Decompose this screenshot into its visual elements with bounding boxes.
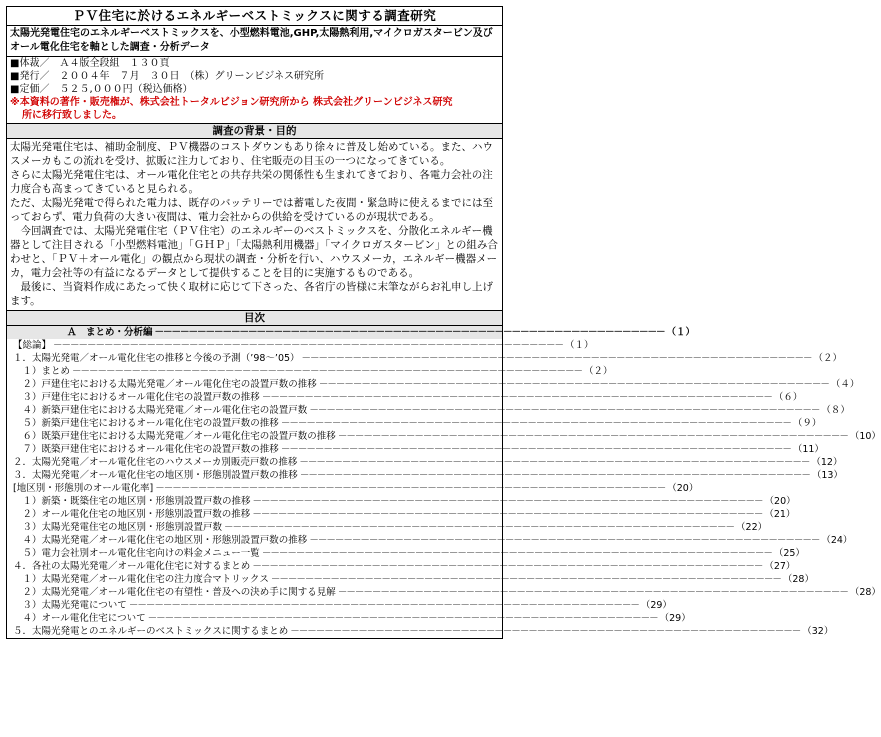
toc-leader-dashes: －－－－－－－－－－－－－－－－－－－－－－－－－－－－－－－－－－－－－－－－－－－－－－－－－－－－－－－－－－－－ (252, 496, 763, 507)
toc-leader-dashes: －－－－－－－－－－－－－－－－－－－－－－－－－－－－－－－－－－－－－－－－－－－－－－－－－－－－－－－－－－－－ (147, 613, 658, 624)
toc-leader-dashes: －－－－－－－－－－－－－－－－－－－－－－－－－－－－－－－－－－－－－－－－－－－－－－－－－－－－－－－－－－－－ (53, 340, 564, 351)
toc-entry-label: [地区別・形態別のオール電化率] (13, 483, 154, 494)
toc-leader-dashes: －－－－－－－－－－－－－－－－－－－－－－－－－－－－－－－－－－－－－－－－－－－－－－－－－－－－－－－－－－－－ (155, 483, 666, 494)
toc-entry-label: ３）太陽光発電について (13, 600, 127, 611)
toc-entry-label: ２）太陽光発電／オール電化住宅の有望性・普及への決め手に関する見解 (13, 587, 336, 598)
toc-page-number: （６） (773, 392, 803, 403)
toc-item-row (7, 391, 803, 404)
toc-page-number: （28） (849, 587, 881, 598)
toc-leader-dashes: －－－－－－－－－－－－－－－－－－－－－－－－－－－－－－－－－－－－－－－－－－－－－－－－－－－－－－－－－－－－ (261, 392, 772, 403)
toc-page-number: （13） (811, 470, 843, 481)
toc-leader-dashes: －－－－－－－－－－－－－－－－－－－－－－－－－－－－－－－－－－－－－－－－－－－－－－－－－－－－－－－－－－－－ (290, 626, 801, 637)
toc-page-number: （20） (764, 496, 796, 507)
toc-page-number: （10） (849, 431, 881, 442)
brochure-frame (6, 6, 881, 639)
toc-leader-dashes: －－－－－－－－－－－－－－－－－－－－－－－－－－－－－－－－－－－－－－－－－－－－－－－－－－－－－－－－－－－－ (128, 600, 639, 611)
toc-item-row (7, 521, 768, 534)
toc-leader-dashes: －－－－－－－－－－－－－－－－－－－－－－－－－－－－－－－－－－－－－－－－－－－－－－－－－－－－－－－－－－－－ (318, 379, 829, 390)
toc-page-number: （４） (830, 379, 860, 390)
toc-leader-dashes: －－－－－－－－－－－－－－－－－－－－－－－－－－－－－－－－－－－－－－－－－－－－－－－－－－－－－－－－－－－－ (270, 574, 781, 585)
toc-item-row (7, 547, 805, 560)
toc-leader-dashes: －－－－－－－－－－－－－－－－－－－－－－－－－－－－－－－－－－－－－－－－－－－－－－－－－－－－－－－－－－－－ (252, 561, 763, 572)
toc-leader-dashes: －－－－－－－－－－－－－－－－－－－－－－－－－－－－－－－－－－－－－－－－－－－－－－－－－－－－－－－－－－－－ (72, 366, 583, 377)
toc-item-row (7, 456, 843, 469)
toc-leader-dashes: －－－－－－－－－－－－－－－－－－－－－－－－－－－－－－－－－－－－－－－－－－－－－－－－－－－－－－－－－－－－ (261, 548, 772, 559)
toc-page-number: （20） (667, 483, 699, 494)
toc-entry-label: １）まとめ (13, 366, 71, 377)
background-paragraph: 最後に、当資料作成にあたって快く取材に応じて下さった、各省庁の皆様に末筆ながらお礼申し上げます。 (10, 281, 493, 307)
toc-leader-dashes: －－－－－－－－－－－－－－－－－－－－－－－－－－－－－－－－－－－－－－－－－－－－－－－－－－－－－－－－－－－－ (252, 509, 763, 520)
background-paragraph: さらに太陽光発電住宅は、オール電化住宅との共存共栄の関係性も生まれてきており、各電力会社の注力度合も高まってきていると見られる。 (10, 169, 493, 195)
toc-entry-label: １．太陽光発電／オール電化住宅の推移と今後の予測（’98～’05） (13, 353, 300, 364)
toc-entry-label: ５．太陽光発電とのエネルギーのベストミックスに関するまとめ (13, 626, 289, 637)
toc-item-row (7, 495, 796, 508)
toc-entry-label: ７）既築戸建住宅におけるオール電化住宅の設置戸数の推移 (13, 444, 279, 455)
toc-page-number: （12） (811, 457, 843, 468)
toc-leader-dashes: －－－－－－－－－－－－－－－－－－－－－－－－－－－－－－－－－－－－－－－－－－－－－－－－－－－－－－－－－－－－ (309, 405, 820, 416)
toc-entry-label: Ａ まとめ・分析編 (67, 327, 153, 338)
meta-format: ■体裁／ Ａ４版全段組 １３０頁 (10, 58, 170, 69)
toc-leader-dashes: －－－－－－－－－－－－－－－－－－－－－－－－－－－－－－－－－－－－－－－－－－－－－－－－－－－－－－－－－－－－ (337, 587, 848, 598)
toc-entry-label: ５）電力会社別オール電化住宅向けの料金メニュー一覧 (13, 548, 260, 559)
toc-item-row (7, 586, 881, 599)
toc-page-number: （29） (640, 600, 672, 611)
toc-entry-label: ３）太陽光発電住宅の地区別・形態別設置戸数 (13, 522, 223, 533)
toc-part-row (7, 326, 696, 339)
toc-page-number: （27） (764, 561, 796, 572)
toc-page-number: （２） (813, 353, 843, 364)
background-text (7, 139, 502, 310)
toc-item-row (7, 365, 613, 378)
toc-section-row (7, 482, 699, 495)
page-title: ＰＶ住宅に於けるエネルギーベストミックスに関する調査研究 (72, 8, 437, 23)
toc-entry-label: ４）オール電化住宅について (13, 613, 146, 624)
toc-item-row (7, 352, 843, 365)
toc-entry-label: ４）新築戸建住宅における太陽光発電／オール電化住宅の設置戸数 (13, 405, 308, 416)
toc-leader-dashes: －－－－－－－－－－－－－－－－－－－－－－－－－－－－－－－－－－－－－－－－－－－－－－－－－－－－－－－－－－－－ (154, 327, 665, 338)
toc-entry-label: ２）オール電化住宅の地区別・形態別設置戸数の推移 (13, 509, 251, 520)
toc-entry-label: ２．太陽光発電／オール電化住宅のハウスメーカ別販売戸数の推移 (13, 457, 298, 468)
background-paragraph: ただ、太陽光発電で得られた電力は、既存のバッテリーでは蓄電した夜間・緊急時に使えるまでには至っておらず、電力負荷の大きい夜間は、電力会社からの供給を受けているのが現状である。 (10, 197, 493, 223)
background-heading: 調査の背景・目的 (7, 123, 502, 139)
toc-page-number: （28） (782, 574, 814, 585)
toc-item-row (7, 430, 881, 443)
background-paragraph: 太陽光発電住宅は、補助金制度、ＰＶ機器のコストダウンもあり徐々に普及し始めている。また、ハウスメーカもこの流れを受け、拡販に注力しており、住宅販売の目玉の一つになってきている。 (10, 141, 493, 167)
toc-section-row (7, 339, 594, 352)
toc-page-number: （２） (584, 366, 613, 377)
toc-page-number: （32） (802, 626, 834, 637)
toc-item-row (7, 534, 853, 547)
toc-leader-dashes: －－－－－－－－－－－－－－－－－－－－－－－－－－－－－－－－－－－－－－－－－－－－－－－－－－－－－－－－－－－－ (309, 535, 820, 546)
toc-item-row (7, 469, 843, 482)
toc-item-row (7, 378, 860, 391)
toc-item-row (7, 573, 814, 586)
toc-entry-label: ２）戸建住宅における太陽光発電／オール電化住宅の設置戸数の推移 (13, 379, 317, 390)
toc-entry-label: １）太陽光発電／オール電化住宅の注力度合マトリックス (13, 574, 269, 585)
toc-entry-label: ４）太陽光発電／オール電化住宅の地区別・形態別設置戸数の推移 (13, 535, 308, 546)
toc-page-number: （９） (792, 418, 822, 429)
toc-leader-dashes: －－－－－－－－－－－－－－－－－－－－－－－－－－－－－－－－－－－－－－－－－－－－－－－－－－－－－－－－－－－－ (299, 457, 810, 468)
toc-item-row (7, 612, 691, 625)
toc-page-number: （８） (821, 405, 850, 416)
toc-page-number: （22） (736, 522, 768, 533)
meta-price: ■定価／ ５２５,０００円（税込価格） (10, 84, 193, 95)
toc-leader-dashes: －－－－－－－－－－－－－－－－－－－－－－－－－－－－－－－－－－－－－－－－－－－－－－－－－－－－－－－－－－－－ (299, 470, 810, 481)
page-subtitle: 太陽光発電住宅のエネルギーベストミックスを、小型燃料電池,GHP,太陽熱利用,マイクロガスタービン及びオール電化住宅を軸とした調査・分析データ (7, 25, 502, 56)
rights-notice-line2: 所に移行致しました。 (22, 110, 122, 121)
toc-entry-label: ３）戸建住宅におけるオール電化住宅の設置戸数の推移 (13, 392, 260, 403)
toc-leader-dashes: －－－－－－－－－－－－－－－－－－－－－－－－－－－－－－－－－－－－－－－－－－－－－－－－－－－－－－－－－－－－ (224, 522, 735, 533)
toc-item-row (7, 417, 822, 430)
toc-entry-label: １）新築・既築住宅の地区別・形態別設置戸数の推移 (13, 496, 251, 507)
background-paragraph: 今回調査では、太陽光発電住宅（ＰＶ住宅）のエネルギーのベストミックスを、分散化エネルギー機器として注目される「小型燃料電池」「ＧＨＰ」「太陽熱利用機器」「マイクロガスタービン」との組み合わせと、「ＰＶ＋オール電化」の観点から現状の調査・分析を行い、ハウスメーカ，エネルギー機器メーカ，電力会社等の有益になるデータとして提供することを目的に実施するものである。 (10, 225, 498, 279)
toc-page-number: （１） (565, 340, 594, 351)
toc-entry-label: ６）既築戸建住宅における太陽光発電／オール電化住宅の設置戸数の推移 (13, 431, 336, 442)
toc-item-row (7, 599, 672, 612)
rights-notice (7, 96, 502, 123)
toc-page-number: （29） (659, 613, 691, 624)
rights-notice-line1: ※本資料の著作・販売権が、株式会社トータルビジョン研究所から 株式会社グリーンビジネス研究 (10, 97, 453, 108)
toc-leader-dashes: －－－－－－－－－－－－－－－－－－－－－－－－－－－－－－－－－－－－－－－－－－－－－－－－－－－－－－－－－－－－ (280, 418, 791, 429)
toc-entry-label: ４．各社の太陽光発電／オール電化住宅に対するまとめ (13, 561, 251, 572)
toc-item-row (7, 404, 850, 417)
toc-entry-label: 【総論】 (13, 340, 52, 351)
toc-heading: 目次 (7, 310, 502, 326)
table-of-contents (7, 326, 881, 638)
toc-item-row (7, 508, 796, 521)
toc-entry-label: ５）新築戸建住宅におけるオール電化住宅の設置戸数の推移 (13, 418, 279, 429)
toc-leader-dashes: －－－－－－－－－－－－－－－－－－－－－－－－－－－－－－－－－－－－－－－－－－－－－－－－－－－－－－－－－－－－ (337, 431, 848, 442)
toc-page-number: （11） (792, 444, 824, 455)
toc-page-number: （21） (764, 509, 796, 520)
toc-item-row (7, 443, 824, 456)
toc-item-row (7, 560, 796, 573)
toc-leader-dashes: －－－－－－－－－－－－－－－－－－－－－－－－－－－－－－－－－－－－－－－－－－－－－－－－－－－－－－－－－－－－ (280, 444, 791, 455)
meta-publish: ■発行／ ２００４年 ７月 ３０日 （株）グリーンビジネス研究所 (10, 71, 324, 82)
toc-item-row (7, 625, 834, 638)
toc-entry-label: ３．太陽光発電／オール電化住宅の地区別・形態別設置戸数の推移 (13, 470, 298, 481)
toc-page-number: （１） (666, 327, 696, 338)
toc-page-number: （24） (821, 535, 853, 546)
toc-leader-dashes: －－－－－－－－－－－－－－－－－－－－－－－－－－－－－－－－－－－－－－－－－－－－－－－－－－－－－－－－－－－－ (301, 353, 812, 364)
toc-page-number: （25） (773, 548, 805, 559)
